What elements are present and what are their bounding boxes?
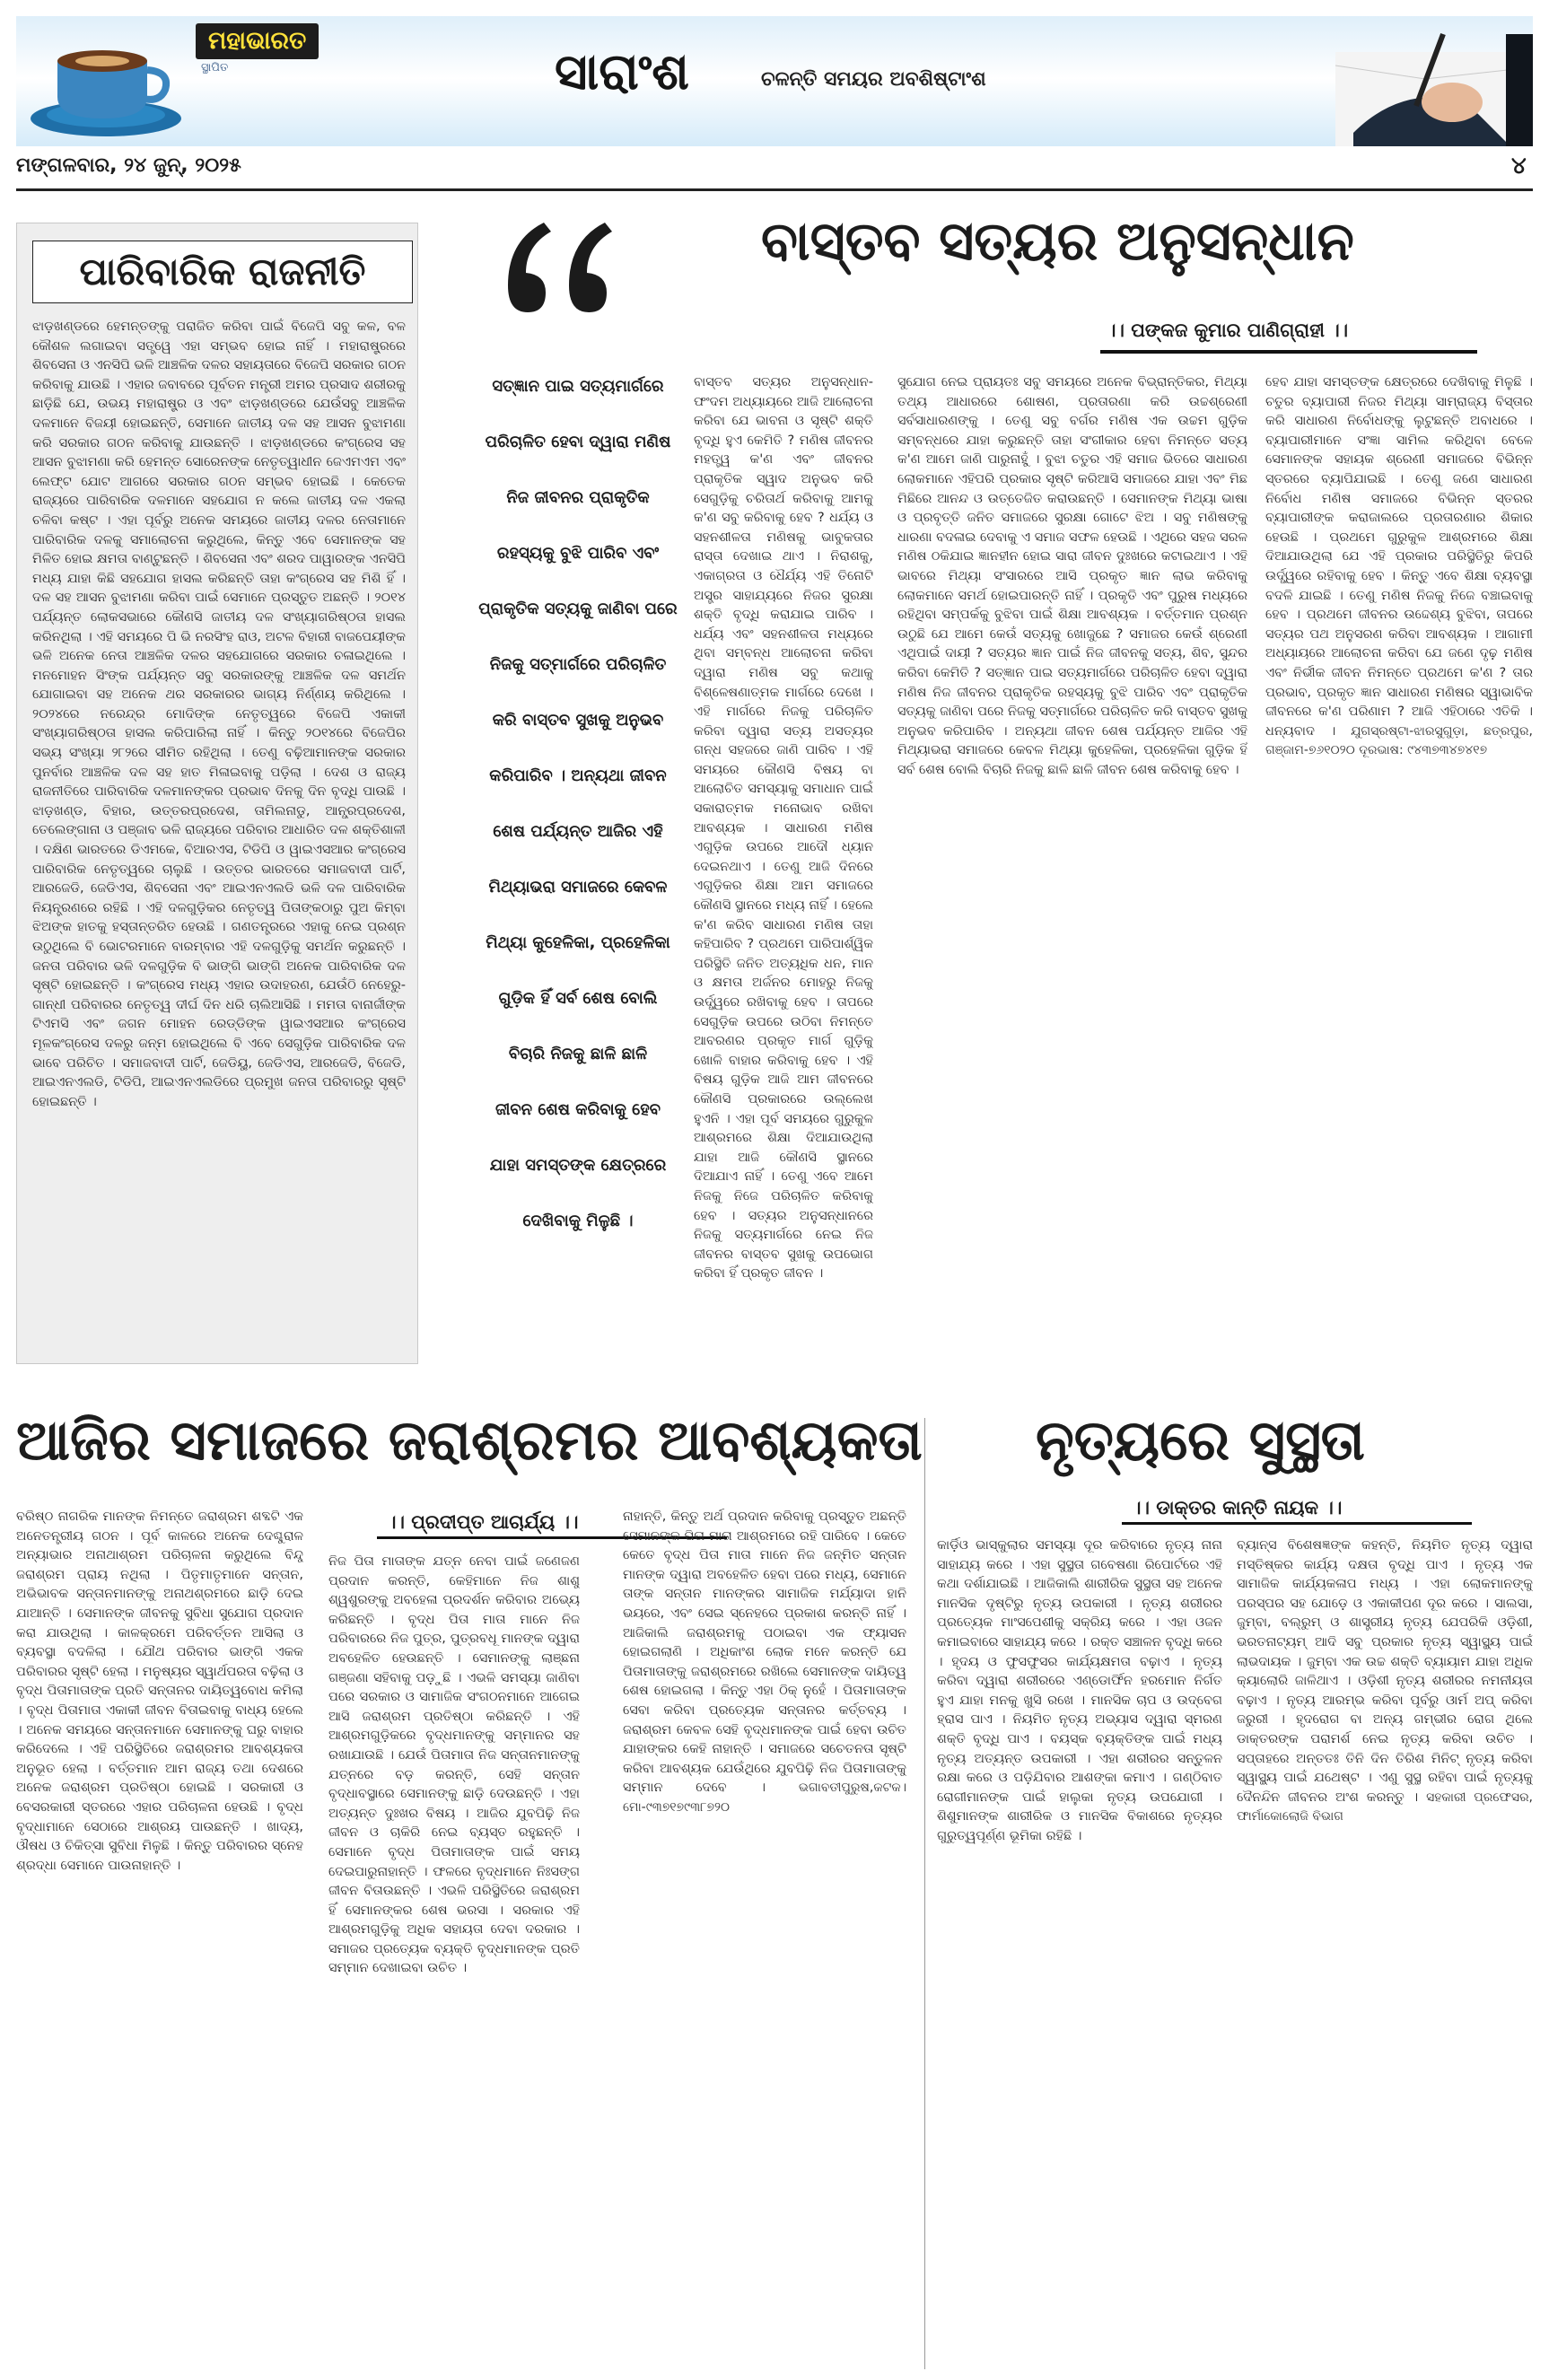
writing-hand-icon [1317, 16, 1533, 146]
pull-quote-line: ନିଜ ଜୀବନର ପ୍ରାକୃତିକ [506, 488, 650, 507]
bottom-left-column-2: ନିଜ ପିତା ମାତାଙ୍କ ଯତ୍ନ ନେବା ପାଇଁ ଜଣେଜଣ ପ୍ରଦାନ କରନ୍ତି, କେହିମାନେ ନିଜ ଶାଶୁ ଶ୍ୱଶୁରଙ୍କୁ ଅବହେଳା ପ୍ରଦର୍ଶନ କରିବାର ଅଭ୍ୟେ କରିଛନ୍ତି । ବୃଦ୍ଧ ପିତା ମାତା ମାନେ ନିଜ ପରିବାରରେ ନିଜ ପୁତ୍ର, ପୁତ୍ରବଧୂ ମାନଙ୍କ ଦ୍ୱାରା ଅବହେଳିତ ହେଉଛନ୍ତି । ସେମାନଙ୍କୁ ଲାଞ୍ଛନା ଗଞ୍ଜଣା ସହିବାକୁ ପଡ଼ୁଛି । ଏଭଳି ସମସ୍ୟା ଜାଣିବା ପରେ ସରକାର ଓ ସାମାଜିକ ସଂଗଠନମାନେ ଆଗେଇ ଆସି ଜରାଶ୍ରମ ପ୍ରତିଷ୍ଠା କରିଛନ୍ତି । ଏହି ଆଶ୍ରମଗୁଡ଼ିକରେ ବୃଦ୍ଧମାନଙ୍କୁ ସମ୍ମାନର ସହ ରଖାଯାଉଛି । ଯେଉଁ ପିତାମାତା ନିଜ ସନ୍ତାନମାନଙ୍କୁ ଯତ୍ନରେ ବଡ଼ କରନ୍ତି, ସେହି ସନ୍ତାନ ବୃଦ୍ଧାବସ୍ଥାରେ ସେମାନଙ୍କୁ ଛାଡ଼ି ଦେଉଛନ୍ତି । ଏହା ଅତ୍ୟନ୍ତ ଦୁଃଖର ବିଷୟ । ଆଜିର ଯୁବପିଢ଼ି ନିଜ ଜୀବନ ଓ ଚାକିରି ନେଇ ବ୍ୟସ୍ତ ରହୁଛନ୍ତି । ସେମାନେ ବୃଦ୍ଧ ପିତାମାତାଙ୍କ ପାଇଁ ସମୟ ଦେଇପାରୁନାହାନ୍ତି । ଫଳରେ ବୃଦ୍ଧମାନେ ନିଃସଙ୍ଗ ଜୀବନ ବିତାଉଛନ୍ତି । ଏଭଳି ପରିସ୍ଥିତିରେ ଜରାଶ୍ରମ ହିଁ ସେମାନଙ୍କର ଶେଷ ଭରସା । ସରକାର ଏହି ଆଶ୍ରମଗୁଡ଼ିକୁ ଅଧିକ ସହାୟତା ଦେବା ଦରକାର । ସମାଜର ପ୍ରତ୍ୟେକ ବ୍ୟକ୍ତି ବୃଦ୍ଧମାନଙ୍କ ପ୍ରତି ସମ୍ମାନ ଦେଖାଇବା ଉଚିତ । [328, 1554, 580, 1976]
pull-quote-line: ସତ୍‌ଜ୍ଞାନ ପାଇ ସତ୍ୟମାର୍ଗରେ [492, 377, 664, 396]
bottom-right-column-1: କାର୍ଡ଼ିଓ ଭାସ୍କୁଲାର ସମସ୍ୟା ଦୂର କରିବାରେ ନୃତ୍ୟ ନାନା ସାହାଯ୍ୟ କରେ । ଏହା ସୁସ୍ଥତା ଗବେଷଣା ରିପୋର୍ଟରେ ଏହି କଥା ଦର୍ଶାଯାଇଛି । ଆଜିକାଲି ଶାରୀରିକ ସୁସ୍ଥତା ସହ ଅନେକ ମାନସିକ ଦୃଷ୍ଟିରୁ ନୃତ୍ୟ ଉପକାରୀ । ନୃତ୍ୟ ଶରୀରର ପ୍ରତ୍ୟେକ ମାଂସପେଶୀକୁ ସକ୍ରିୟ କରେ । ଏହା ଓଜନ କମାଇବାରେ ସାହାଯ୍ୟ କରେ । ରକ୍ତ ସଞ୍ଚାଳନ ବୃଦ୍ଧି କରେ । ହୃଦୟ ଓ ଫୁସଫୁସର କାର୍ଯ୍ୟକ୍ଷମତା ବଢ଼ାଏ । ନୃତ୍ୟ କରିବା ଦ୍ୱାରା ଶରୀରରେ ଏଣ୍ଡୋର୍ଫିନ ହରମୋନ ନିର୍ଗତ ହୁଏ ଯାହା ମନକୁ ଖୁସି ରଖେ । ମାନସିକ ଚାପ ଓ ଉଦ୍‌ବେଗ ହ୍ରାସ ପାଏ । ନିୟମିତ ନୃତ୍ୟ ଅଭ୍ୟାସ ଦ୍ୱାରା ସ୍ମରଣ ଶକ୍ତି ବୃଦ୍ଧି ପାଏ । ବୟସ୍କ ବ୍ୟକ୍ତିଙ୍କ ପାଇଁ ମଧ୍ୟ ନୃତ୍ୟ ଅତ୍ୟନ୍ତ ଉପକାରୀ । ଏହା ଶରୀରର ସନ୍ତୁଳନ ରକ୍ଷା କରେ ଓ ପଡ଼ିଯିବାର ଆଶଙ୍କା କମାଏ । ଗଣ୍ଠିବାତ ରୋଗୀମାନଙ୍କ ପାଇଁ ହାଲୁକା ନୃତ୍ୟ ଉପଯୋଗୀ । ଶିଶୁମାନଙ୍କ ଶାରୀରିକ ଓ ମାନସିକ ବିକାଶରେ ନୃତ୍ୟର ଗୁରୁତ୍ୱପୂର୍ଣ୍ଣ ଭୂମିକା ରହିଛି । [937, 1538, 1222, 1843]
main-article-column-3-text: ହେବ ଯାହା ସମସ୍ତଙ୍କ କ୍ଷେତ୍ରରେ ଦେଖିବାକୁ ମିଳୁଛି । ଚତୁର ବ୍ୟାପାରୀ ନିଜର ମିଥ୍ୟା ସାମ୍ରାଜ୍ୟ ବିସ୍ତାର କରି ସାଧାରଣ ନିର୍ବୋଧଙ୍କୁ ଲୁଟୁଛନ୍ତି ଅବାଧରେ । ବ୍ୟାପାରୀମାନେ ସଂଜ୍ଞା ସାମିଲ କରିଥିବା ବେଳେ ସେମାନଙ୍କ ସହାୟକ ଶ୍ରେଣୀ ସମାଜରେ ବିଭିନ୍ନ ସ୍ତରରେ ବ୍ୟାପିଯାଇଛି । ତେଣୁ ଜଣେ ସାଧାରଣ ନିର୍ବୋଧ ମଣିଷ ସମାଜରେ ବିଭିନ୍ନ ସ୍ତରର ବ୍ୟାପାରୀଙ୍କ କରାଜାଲରେ ପ୍ରତାରଣାର ଶିକାର ହେଉଛି । ପ୍ରଥମେ ଗୁରୁକୁଳ ଆଶ୍ରମରେ ଶିକ୍ଷା ଦିଆଯାଉଥିଲା ଯେ ଏହି ପ୍ରକାର ପରିସ୍ଥିତିରୁ କିପରି ଉର୍ଦ୍ଧ୍ୱରେ ରହିବାକୁ ହେବ । କିନ୍ତୁ ଏବେ ଶିକ୍ଷା ବ୍ୟବସ୍ଥା ବଦଳି ଯାଇଛି । ତେଣୁ ମଣିଷ ନିଜକୁ ନିଜେ ବଞ୍ଚାଇବାକୁ ହେବ । ପ୍ରଥମେ ଜୀବନର ଉଦ୍ଦେଶ୍ୟ ବୁଝିବା, ତାପରେ ସତ୍ୟର ପଥ ଅନୁସରଣ କରିବା ଆବଶ୍ୟକ । ଆଗାମୀ ଅଧ୍ୟାୟରେ ଆଲୋଚନା କରିବା ଯେ ଜଣେ ଦୃଢ଼ ମଣିଷ ଏବଂ ନିର୍ଭୀକ ଜୀବନ ନିମନ୍ତେ ପ୍ରଥମେ କ'ଣ ? ତାର ପ୍ରଭାବ, ପ୍ରକୃତ ଜ୍ଞାନ ସାଧାରଣ ମଣିଷର ସ୍ୱାଭାବିକ ଜୀବନରେ କ'ଣ ପରିଣାମ ? ଆଜି ଏହିଠାରେ ଏତିକି । ଧନ୍ୟବାଦ । [1265, 375, 1533, 739]
bottom-right-byline: ।। ଡାକ୍ତର କାନ୍ତି ନାୟକ ।। [1133, 1497, 1343, 1518]
pull-quote-line: ରହସ୍ୟକୁ ବୁଝି ପାରିବ ଏବଂ [496, 544, 660, 563]
quote-mark-icon [490, 205, 625, 330]
pull-quote-line: ଗୁଡ଼ିକ ହିଁ ସର୍ବ ଶେଷ ବୋଲି [498, 989, 658, 1008]
bottom-right-article-title: ନୃତ୍ୟରେ ସୁସ୍ଥତା [1036, 1407, 1365, 1473]
left-article-body: ଝାଡ଼ଖଣ୍ଡରେ ହେମନ୍ତଙ୍କୁ ପରାଜିତ କରିବା ପାଇଁ ବିଜେପି ସବୁ କଳ, ବଳ କୌଶଳ ଲଗାଇବା ସତ୍ତ୍ୱେ ଏହା ସମ୍ଭବ ହୋଇ ନାହିଁ । ମହାରାଷ୍ଟ୍ରରେ ଶିବସେନା ଓ ଏନସିପି ଭଳି ଆଞ୍ଚଳିକ ଦଳର ସହାୟତାରେ ବିଜେପି ସରକାର ଗଠନ କରିବାକୁ ଯାଉଛି । ଏହାର ଜବାବରେ ପୂର୍ବତନ ମନ୍ତ୍ରୀ ଅମର ପ୍ରସାଦ ଶରୀରକୁ ଛାଡ଼ିଛି ଯେ, ଉଭୟ ମହାରାଷ୍ଟ୍ର ଓ ଏବଂ ଝାଡ଼ଖଣ୍ଡରେ ଯେଉଁସବୁ ଆଞ୍ଚଳିକ ଦଳମାନେ ବିଜୟୀ ହୋଇଛନ୍ତି, ସେମାନେ ଜାତୀୟ ଦଳ ସହ ଆସନ ବୁଝାମଣା କରି ସରକାର ଗଠନ କରିବାକୁ ଯାଉଛନ୍ତି । ଝାଡ଼ଖଣ୍ଡରେ କଂଗ୍ରେସ ସହ ଆସନ ବୁଝାମଣା କରି ହେମନ୍ତ ସୋରେନଙ୍କ ନେତୃତ୍ୱାଧୀନ ଜେଏମଏମ ଏବଂ ଲେଫ୍ଟ ଯୋଟ ଆଗରେ ସରକାର ଗଠନ ସମ୍ଭବ ହୋଇଛି । କେତେକ ରାଜ୍ୟରେ ପାରିବାରିକ ଦଳମାନେ ସହଯୋଗ ନ କଲେ ଜାତୀୟ ଦଳ ଏକଲା ଚଳିବା କଷ୍ଟ । ଏହା ପୂର୍ବରୁ ଅନେକ ସମୟରେ ଜାତୀୟ ଦଳର ନେତାମାନେ ପାରିବାରିକ ଦଳକୁ ସମାଲୋଚନା କରୁଥିଲେ, କିନ୍ତୁ ଏବେ ସେମାନଙ୍କ ସହ ମିଳିତ ହୋଇ କ୍ଷମତା ବାଣ୍ଟୁଛନ୍ତି । ଶିବସେନା ଏବଂ ଶରଦ ପାୱାରଙ୍କ ଏନସିପି ମଧ୍ୟ ଯାହା କିଛି ସହଯୋଗ ହାସଲ କରିଛନ୍ତି ତାହା କଂଗ୍ରେସ ସହ ମିଶି ହିଁ । ଦଳ ସହ ଆସନ ବୁଝାମଣା କରିବା ପାଇଁ ସେମାନେ ପ୍ରସ୍ତୁତ ଅଛନ୍ତି । ୨୦୧୪ ପର୍ଯ୍ୟନ୍ତ ଲୋକସଭାରେ କୌଣସି ଜାତୀୟ ଦଳ ସଂଖ୍ୟାଗରିଷ୍ଠତା ହାସଲ କରିନଥିଲା । ଏହି ସମୟରେ ପି ଭି ନରସିଂହ ରାଓ, ଅଟଳ ବିହାରୀ ବାଜପେୟୀଙ୍କ ଭଳି ଅନେକ ନେତା ଆଞ୍ଚଳିକ ଦଳର ସହଯୋଗରେ ସରକାର ଚଳାଇଥିଲେ । ମନମୋହନ ସିଂଙ୍କ ପର୍ଯ୍ୟନ୍ତ ସବୁ ସରକାରଙ୍କୁ ଆଞ୍ଚଳିକ ଦଳ ସମର୍ଥନ ଯୋଗାଇବା ସହ ଅନେକ ଥର ସରକାରର ଭାଗ୍ୟ ନିର୍ଣ୍ଣୟ କରିଥିଲେ । ୨୦୨୪ରେ ନରେନ୍ଦ୍ର ମୋଦିଙ୍କ ନେତୃତ୍ୱରେ ବିଜେପି ଏକାକୀ ସଂଖ୍ୟାଗରିଷ୍ଠତା ହାସଲ କରିପାରିଲା ନାହିଁ । କିନ୍ତୁ ୨୦୧୪ରେ ବିଜେପିର ସଭ୍ୟ ସଂଖ୍ୟା ୨୮୨ରେ ସୀମିତ ରହିଥିଲା । ତେଣୁ ବଢ଼ିଆମାନଙ୍କ ସରକାର ପୁନର୍ବାର ଆଞ୍ଚଳିକ ଦଳ ସହ ହାତ ମିଳାଇବାକୁ ପଡ଼ିଲା । ଦେଶ ଓ ରାଜ୍ୟ ରାଜନୀତିରେ ପାରିବାରିକ ଦଳମାନଙ୍କର ପ୍ରଭାବ ଦିନକୁ ଦିନ ବୃଦ୍ଧି ପାଉଛି । ଝାଡ଼ଖଣ୍ଡ, ବିହାର, ଉତ୍ତରପ୍ରଦେଶ, ତାମିଲନାଡୁ, ଆନ୍ଧ୍ରପ୍ରଦେଶ, ତେଲେଙ୍ଗାନା ଓ ପଞ୍ଜାବ ଭଳି ରାଜ୍ୟରେ ପରିବାର ଆଧାରିତ ଦଳ ଶକ୍ତିଶାଳୀ । ଦକ୍ଷିଣ ଭାରତରେ ଡିଏମକେ, ବିଆରଏସ, ଟିଡିପି ଓ ୱାଇଏସଆର କଂଗ୍ରେସ ପାରିବାରିକ ନେତୃତ୍ୱରେ ଚାଲୁଛି । ଉତ୍ତର ଭାରତରେ ସମାଜବାଦୀ ପାର୍ଟି, ଆରଜେଡି, ଜେଡିଏସ, ଶିବସେନା ଏବଂ ଆଇଏନଏଲଡି ଭଳି ଦଳ ପାରିବାରିକ ନିୟନ୍ତ୍ରଣରେ ରହିଛି । ଏହି ଦଳଗୁଡ଼ିକର ନେତୃତ୍ୱ ପିତାଙ୍କଠାରୁ ପୁଅ କିମ୍ବା ଝିଅଙ୍କ ହାତକୁ ହସ୍ତାନ୍ତରିତ ହେଉଛି । ଗଣତନ୍ତ୍ରରେ ଏହାକୁ ନେଇ ପ୍ରଶ୍ନ ଉଠୁଥିଲେ ବି ଭୋଟରମାନେ ବାରମ୍ବାର ଏହି ଦଳଗୁଡ଼ିକୁ ସମର୍ଥନ କରୁଛନ୍ତି । ଜନତା ପରିବାର ଭଳି ଦଳଗୁଡ଼ିକ ବି ଭାଙ୍ଗି ଭାଙ୍ଗି ଅନେକ ପାରିବାରିକ ଦଳ ସୃଷ୍ଟି ହୋଇଛନ୍ତି । କଂଗ୍ରେସ ମଧ୍ୟ ଏହାର ଉଦାହରଣ, ଯେଉଁଠି ନେହେରୁ-ଗାନ୍ଧୀ ପରିବାରର ନେତୃତ୍ୱ ଦୀର୍ଘ ଦିନ ଧରି ଚାଲିଆସିଛି । ମମତା ବାନାର୍ଜୀଙ୍କ ଟିଏମସି ଏବଂ ଜଗନ ମୋହନ ରେଡ୍ଡିଙ୍କ ୱାଇଏସଆର କଂଗ୍ରେସ ମୂଳକଂଗ୍ରେସ ଦଳରୁ ଜନ୍ମ ହୋଇଥିଲେ ବି ଏବେ ସେଗୁଡ଼ିକ ପାରିବାରିକ ଦଳ ଭାବେ ପରିଚିତ । ସମାଜବାଦୀ ପାର୍ଟି, ଜେଡିୟୁ, ଜେଡିଏସ, ଆରଜେଡି, ବିଜେଡି, ଆଇଏନଏଲଡି, ଟିଡିପି, ଆଇଏନଏଲଡିରେ ପ୍ରମୁଖ ଜନତା ପରିବାରରୁ ସୃଷ୍ଟି ହୋଇଛନ୍ତି । [32, 319, 406, 1109]
bottom-right-column-2-text: ବ୍ୟାନ୍ସ ବିଶେଷଜ୍ଞଙ୍କ କହନ୍ତି, ନିୟମିତ ନୃତ୍ୟ ଦ୍ୱାରା ମସ୍ତିଷ୍କର କାର୍ଯ୍ୟ ଦକ୍ଷତା ବୃଦ୍ଧି ପାଏ । ନୃତ୍ୟ ଏକ ସାମାଜିକ କାର୍ଯ୍ୟକଳାପ ମଧ୍ୟ । ଏହା ଲୋକମାନଙ୍କୁ ପରସ୍ପର ସହ ଯୋଡ଼େ ଓ ଏକାକୀପଣ ଦୂର କରେ । ସାଲସା, ଜୁମ୍ବା, ବଲ୍‌ରୁମ୍ ଓ ଶାସ୍ତ୍ରୀୟ ନୃତ୍ୟ ଯେପରିକି ଓଡ଼ିଶୀ, ଭରତନାଟ୍ୟମ୍ ଆଦି ସବୁ ପ୍ରକାର ନୃତ୍ୟ ସ୍ୱାସ୍ଥ୍ୟ ପାଇଁ ଲାଭଦାୟକ । ଜୁମ୍ବା ଏକ ଉଚ୍ଚ ଶକ୍ତି ବ୍ୟାୟାମ ଯାହା ଅଧିକ କ୍ୟାଲୋରି ଜାଳିଥାଏ । ଓଡ଼ିଶୀ ନୃତ୍ୟ ଶରୀରର ନମନୀୟତା ବଢ଼ାଏ । ନୃତ୍ୟ ଆରମ୍ଭ କରିବା ପୂର୍ବରୁ ଓାର୍ମ ଅପ୍ କରିବା ଜରୁରୀ । ହୃଦରୋଗ ବା ଅନ୍ୟ ଗମ୍ଭୀର ରୋଗ ଥିଲେ ଡାକ୍ତରଙ୍କ ପରାମର୍ଶ ନେଇ ନୃତ୍ୟ କରିବା ଉଚିତ । ସପ୍ତାହରେ ଅନ୍ତତଃ ତିନି ଦିନ ତିରିଶ ମିନିଟ୍ ନୃତ୍ୟ କରିବା ସ୍ୱାସ୍ଥ୍ୟ ପାଇଁ ଯଥେଷ୍ଟ । ଏଣୁ ସୁସ୍ଥ ରହିବା ପାଇଁ ନୃତ୍ୟକୁ ଦୈନନ୍ଦିନ ଜୀବନର ଅଂଶ କରନ୍ତୁ । [1237, 1538, 1533, 1805]
bottom-right-column-2 [1237, 1536, 1533, 2371]
pull-quote-line: ବିଚାରି ନିଜକୁ ଛାଳି ଛାଳି [508, 1045, 648, 1063]
main-article-signature: ଯୁଗସ୍ରଷ୍ଟା-ଝାରସୁଗୁଡ଼ା, ଛତ୍ରପୁର, ଗଞ୍ଜାମ-୭୬୧୦୨୦ ଦୂରଭାଷ: ୯୪୩୭୩୪୭୪୧୭ [1265, 723, 1533, 758]
bottom-left-column-3-text: ନାହାନ୍ତି, କିନ୍ତୁ ଅର୍ଥ ପ୍ରଦାନ କରିବାକୁ ପ୍ରସ୍ତୁତ ଅଛନ୍ତି ସେମାନଙ୍କ ପିତା ମାତା ଆଶ୍ରମରେ ରହି ପାରିବେ । କେତେ କେତେ ବୃଦ୍ଧ ପିତା ମାତା ମାନେ ନିଜ ଜନ୍ମିତ ସନ୍ତାନ ମାନଙ୍କ ଦ୍ୱାରା ଅବହେଳିତ ହେବା ପରେ ମଧ୍ୟ, ସେମାନେ ତାଙ୍କ ସନ୍ତାନ ମାନଙ୍କର ସାମାଜିକ ମର୍ଯ୍ୟାଦା ହାନି ଭୟରେ, ଏବଂ ସେଇ ସ୍ନେହରେ ପ୍ରକାଶ କରନ୍ତି ନାହିଁ । ଆଜିକାଲି ଜରାଶ୍ରମକୁ ପଠାଇବା ଏକ ଫ୍ୟାସନ ହୋଇଗଲାଣି । ଅଧିକାଂଶ ଲୋକ ମନେ କରନ୍ତି ଯେ ପିତାମାତାଙ୍କୁ ଜରାଶ୍ରମରେ ରଖିଲେ ସେମାନଙ୍କ ଦାୟିତ୍ୱ ଶେଷ ହୋଇଗଲା । କିନ୍ତୁ ଏହା ଠିକ୍ ନୁହେଁ । ପିତାମାତାଙ୍କ ସେବା କରିବା ପ୍ରତ୍ୟେକ ସନ୍ତାନର କର୍ତ୍ତବ୍ୟ । ଜରାଶ୍ରମ କେବଳ ସେହି ବୃଦ୍ଧମାନଙ୍କ ପାଇଁ ହେବା ଉଚିତ ଯାହାଙ୍କର କେହି ନାହାନ୍ତି । ସମାଜରେ ସଚେତନତା ସୃଷ୍ଟି କରିବା ଆବଶ୍ୟକ ଯେଉଁଥିରେ ଯୁବପିଢ଼ି ନିଜ ପିତାମାତାଙ୍କୁ ସମ୍ମାନ ଦେବେ । [623, 1509, 906, 1796]
bottom-left-signature: ଭଗାବତୀପୁରୁଷ,କଟକ। ମୋ-୯୩୭୧୭୯୩୮୭୨୦ [623, 1781, 906, 1815]
bottom-left-article-title: ଆଜିର ସମାଜରେ ଜରାଶ୍ରମର ଆବଶ୍ୟକତା [16, 1407, 923, 1473]
pull-quote-line: କରିପାରିବ । ଅନ୍ୟଥା ଜୀବନ [489, 766, 667, 785]
publication-date: ମଙ୍ଗଳବାର, ୨୪ ଜୁନ୍, ୨୦୨୫ [16, 154, 241, 177]
pull-quote-line: କରି ବାସ୍ତବ ସୁଖକୁ ଅନୁଭବ [492, 711, 664, 730]
page-number: ୪ [1511, 153, 1527, 179]
left-article-title: ପାରିବାରିକ ରାଜନୀତି [32, 241, 413, 303]
masthead-banner [16, 16, 1533, 146]
main-article-column-3 [1265, 373, 1533, 1355]
pull-quote-line: ମିଥ୍ୟା କୁହେଳିକା, ପ୍ରହେଳିକା [486, 933, 670, 952]
byline-underline [1122, 1522, 1472, 1525]
main-article-title: ବାସ୍ତବ ସତ୍ୟର ଅନୁସନ୍ଧାନ [761, 210, 1354, 273]
pull-quote-line: ଜୀବନ ଶେଷ କରିବାକୁ ହେବ [495, 1100, 661, 1119]
bottom-left-column-3 [623, 1508, 906, 2371]
bottom-left-byline: ।। ପ୍ରଦୀପ୍ତ ଆଚାର୍ଯ୍ୟ ।। [388, 1511, 579, 1533]
pull-quote-line: ଯାହା ସମସ୍ତଙ୍କ କ୍ଷେତ୍ରରେ [489, 1156, 667, 1175]
pull-quote-line: ପରିଚାଳିତ ହେବା ଦ୍ୱାରା ମଣିଷ [485, 433, 671, 451]
pull-quote-line: ଶେଷ ପର୍ଯ୍ୟନ୍ତ ଆଜିର ଏହି [493, 822, 663, 841]
column-divider [924, 1418, 925, 2369]
main-article-byline: ।। ପଙ୍କଜ କୁମାର ପାଣିଗ୍ରାହୀ ।। [1107, 319, 1349, 341]
byline-underline [1100, 350, 1477, 354]
header-divider [16, 188, 1533, 191]
bottom-left-column-1: ବରିଷ୍ଠ ନାଗରିକ ମାନଙ୍କ ନିମନ୍ତେ ଜରାଶ୍ରମ ଶବ୍ଦଟି ଏକ ଅନେତନ୍ତ୍ରୀୟ ଗଠନ । ପୂର୍ବ କାଳରେ ଅନେକ ଦେଶ୍ଚୁରାଳ ଅନ୍ୟାଭାର ଅନାଥାଶ୍ରମ ପରିଚାଳନା କରୁଥିଲେ ବିନ୍ଦୁ ଜରାଶ୍ରମ ପ୍ରାୟ ନଥିଲା । ପିତୃମାତୃମାନେ ସନ୍ତାନ, ଅଭିଭାବକ ସନ୍ତାନମାନଙ୍କୁ ଅନାଥଶ୍ରମରେ ଛାଡ଼ି ଦେଇ ଯାଆନ୍ତି । ସେମାନଙ୍କ ଜୀବନକୁ ସୁବିଧା ସୁଯୋଗ ପ୍ରଦାନ କରା ଯାଉଥିଲା । କାଳକ୍ରମେ ପରିବର୍ତ୍ତନ ଆସିଲା ଓ ବ୍ୟବସ୍ଥା ବଦଳିଲା । ଯୌଥ ପରିବାର ଭାଙ୍ଗି ଏକକ ପରିବାରର ସୃଷ୍ଟି ହେଲା । ମନୁଷ୍ୟର ସ୍ୱାର୍ଥପରତା ବଢ଼ିଲା ଓ ବୃଦ୍ଧ ପିତାମାତାଙ୍କ ପ୍ରତି ସନ୍ତାନର ଦାୟିତ୍ୱବୋଧ କମିଲା । ବୃଦ୍ଧ ପିତାମାତା ଏକାକୀ ଜୀବନ ବିତାଇବାକୁ ବାଧ୍ୟ ହେଲେ । ଅନେକ ସମୟରେ ସନ୍ତାନମାନେ ସେମାନଙ୍କୁ ଘରୁ ବାହାର କରିଦେଲେ । ଏହି ପରିସ୍ଥିତିରେ ଜରାଶ୍ରମର ଆବଶ୍ୟକତା ଅନୁଭୂତ ହେଲା । ବର୍ତ୍ତମାନ ଆମ ରାଜ୍ୟ ତଥା ଦେଶରେ ଅନେକ ଜରାଶ୍ରମ ପ୍ରତିଷ୍ଠା ହୋଇଛି । ସରକାରୀ ଓ ବେସରକାରୀ ସ୍ତରରେ ଏହାର ପରିଚାଳନା ହେଉଛି । ବୃଦ୍ଧ ବୃଦ୍ଧାମାନେ ସେଠାରେ ଆଶ୍ରୟ ପାଉଛନ୍ତି । ଖାଦ୍ୟ, ଔଷଧ ଓ ଚିକିତ୍ସା ସୁବିଧା ମିଳୁଛି । କିନ୍ତୁ ପରିବାରର ସ୍ନେହ ଶ୍ରଦ୍ଧା ସେମାନେ ପାଉନାହାନ୍ତି । [16, 1509, 303, 1873]
section-tagline: ଚଳନ୍ତି ସମୟର ଅବଶିଷ୍ଟାଂଶ [761, 68, 986, 91]
bottom-right-signature: ସହକାରୀ ପ୍ରଫେସର, ଫାର୍ମାକୋଲୋଜି ବିଭାଗ [1237, 1789, 1533, 1824]
brand-tagline: ସ୍ଥାପିତ [201, 61, 229, 74]
coffee-cup-icon [23, 25, 185, 142]
brand-logo: ମହାଭାରତ [196, 23, 319, 59]
main-article-column-2: ସୁଯୋଗ ନେଇ ପ୍ରାୟତଃ ସବୁ ସମୟରେ ଅନେକ ବିଭ୍ରାନ୍ତିକର, ମିଥ୍ୟା ତଥ୍ୟ ଆଧାରରେ ଶୋଷଣ, ପ୍ରତାରଣା କରି ଉଚ୍ଚଶ୍ରେଣୀ ସର୍ବସାଧାରଣଙ୍କୁ । ତେଣୁ ସବୁ ବର୍ଗର ମଣିଷ ଏକ ଉଚ୍ଚମ ଗୁଡ଼ିକ ସମ୍ବନ୍ଧରେ ଯାହା କରୁଛନ୍ତି ତାହା ସଂଗୀକାର ହେବା ନିମନ୍ତେ ସତ୍ୟ କ'ଣ ଆମେ ଜାଣି ପାରୁନାହୁଁ । ବୁଝା ଚତୁର ଏହି ସମାଜ ଭିତରେ ସାଧାରଣ ଲୋକମାନେ ଏହିପରି ପ୍ରକାର ସୃଷ୍ଟି କରିଆସି ସମାଜରେ ଯାହା ଏବଂ ମିଛ ମିଛିରେ ଆନନ୍ଦ ଓ ଉତ୍ତେଜିତ କରାଉଛନ୍ତି । ସେମାନଙ୍କ ମିଥ୍ୟା ଭାଷା ଓ ପ୍ରବୃତ୍ତି ଜନିତ ସମାଜରେ ସୁରକ୍ଷା ଗୋଟେ ଝିଅ । ସବୁ ମଣିଷଙ୍କୁ ଧାରଣା ବଦଳାଇ ଦେବାକୁ ଏ ସମାଜ ସଫଳ ହେଉଛି । ଏଥିରେ ସହଜ ସରଳ ମଣିଷ ଠକିଯାଇ ଜ୍ଞାନହୀନ ହୋଇ ସାରା ଜୀବନ ଦୁଃଖରେ କଟାଇଥାଏ । ଏହି ଭାବରେ ମିଥ୍ୟା ସଂସାରରେ ଆସି ପ୍ରକୃତ ଜ୍ଞାନ ଲାଭ କରିବାକୁ ଲୋକମାନେ ସମର୍ଥ ହୋଇପାରନ୍ତି ନାହିଁ । ପ୍ରକୃତି ଏବଂ ପୁରୁଷ ମଧ୍ୟରେ ରହିଥିବା ସମ୍ପର୍କକୁ ବୁଝିବା ପାଇଁ ଶିକ୍ଷା ଆବଶ୍ୟକ । ବର୍ତ୍ତମାନ ପ୍ରଶ୍ନ ଉଠୁଛି ଯେ ଆମେ କେଉଁ ସତ୍ୟକୁ ଖୋଜୁଛେ ? ସମାଜର କେଉଁ ଶ୍ରେଣୀ ଏଥିପାଇଁ ଦାୟୀ ? ସତ୍ୟର ଜ୍ଞାନ ପାଇଁ ନିଜ ଜୀବନକୁ ସତ୍ୟ, ଶିବ, ସୁନ୍ଦର କରିବା କେମିତି ? ସତ୍‌ଜ୍ଞାନ ପାଇ ସତ୍ୟମାର୍ଗରେ ପରିଚାଳିତ ହେବା ଦ୍ୱାରା ମଣିଷ ନିଜ ଜୀବନର ପ୍ରାକୃତିକ ରହସ୍ୟକୁ ବୁଝି ପାରିବ ଏବଂ ପ୍ରାକୃତିକ ସତ୍ୟକୁ ଜାଣିବା ପରେ ନିଜକୁ ସତ୍‌ମାର୍ଗରେ ପରିଚାଳିତ କରି ବାସ୍ତବ ସୁଖକୁ ଅନୁଭବ କରିପାରିବ । ଅନ୍ୟଥା ଜୀବନ ଶେଷ ପର୍ଯ୍ୟନ୍ତ ଆଜିର ଏହି ମିଥ୍ୟାଭରା ସମାଜରେ କେବଳ ମିଥ୍ୟା କୁହେଳିକା, ପ୍ରହେଳିକା ଗୁଡ଼ିକ ହିଁ ସର୍ବ ଶେଷ ବୋଲି ବିଚାରି ନିଜକୁ ଛାଳି ଛାଳି ଜୀବନ ଶେଷ କରିବାକୁ ହେବ । [897, 375, 1247, 777]
pull-quote-line: ପ୍ରାକୃତିକ ସତ୍ୟକୁ ଜାଣିବା ପରେ [478, 599, 678, 618]
pull-quote-line: ନିଜକୁ ସତ୍‌ମାର୍ଗରେ ପରିଚାଳିତ [489, 655, 667, 674]
pull-quote-line: ଦେଖିବାକୁ ମିଳୁଛି । [522, 1212, 634, 1230]
pull-quote [449, 359, 707, 1249]
main-article-column-1: ବାସ୍ତବ ସତ୍ୟର ଅନୁସନ୍ଧାନ- ଫଂଦମ ଅଧ୍ୟାୟରେ ଆଜି ଆଲୋଚନା କରିବା ଯେ ଭାବନା ଓ ସୃଷ୍ଟି ଶକ୍ତି ବୃଦ୍ଧି ହୁଏ କେମିତି ? ମଣିଷ ଜୀବନର ମହତ୍ତ୍ୱ କ'ଣ ଏବଂ ଜୀବନର ପ୍ରାକୃତିକ ସ୍ୱାଦ ଅନୁଭବ କରି ସେଗୁଡ଼ିକୁ ଚରିତାର୍ଥ କରିବାକୁ ଆମକୁ କ'ଣ ସବୁ କରିବାକୁ ହେବ ? ଧର୍ଯ୍ୟ ଓ ସହନଶୀଳତା ମଣିଷକୁ ଭାବୁକତାର ରାସ୍ତା ଦେଖାଇ ଥାଏ । ନିରାଶକୁ, ଏକାଗ୍ରତା ଓ ଧୈର୍ଯ୍ୟ ଏହି ତିନୋଟି ଅସ୍ତ୍ର ସାହାଯ୍ୟରେ ନିଜର ସୁରକ୍ଷା ଶକ୍ତି ବୃଦ୍ଧି କରାଯାଇ ପାରିବ । ଧର୍ଯ୍ୟ ଏବଂ ସହନଶୀଳତା ମଧ୍ୟରେ ଥିବା ସମ୍ବନ୍ଧ ଆଲୋଚନା କରିବା ଦ୍ୱାରା ମଣିଷ ସବୁ କଥାକୁ ବିଶ୍ଳେଷଣାତ୍ମକ ମାର୍ଗରେ ଦେଖେ । ଏହି ମାର୍ଗରେ ନିଜକୁ ପରିଚାଳିତ କରିବା ଦ୍ୱାରା ସତ୍ୟ ଅସତ୍ୟର ଗନ୍ଧ ସହଜରେ ଜାଣି ପାରିବ । ଏହି ସମୟରେ କୌଣସି ବିଷୟ ବା ଆଲୋଚିତ ସମସ୍ୟାକୁ ସମାଧାନ ପାଇଁ ସକାରାତ୍ମକ ମନୋଭାବ ରଖିବା ଆବଶ୍ୟକ । ସାଧାରଣ ମଣିଷ ଏଗୁଡ଼ିକ ଉପରେ ଆଦୌ ଧ୍ୟାନ ଦେଇନଥାଏ । ତେଣୁ ଆଜି ଦିନରେ ଏଗୁଡ଼ିକର ଶିକ୍ଷା ଆମ ସମାଜରେ କୌଣସି ସ୍ଥାନରେ ମଧ୍ୟ ନାହିଁ । ହେଲେ କ'ଣ କରିବ ସାଧାରଣ ମଣିଷ ତାହା କହିପାରିବ ? ପ୍ରଥମେ ପାରିପାର୍ଶ୍ୱିକ ପରିସ୍ଥିତି ଜନିତ ଅତ୍ୟଧିକ ଧନ, ମାନ ଓ କ୍ଷମତା ଅର୍ଜନର ମୋହରୁ ନିଜକୁ ଉର୍ଦ୍ଧ୍ୱରେ ରଖିବାକୁ ହେବ । ତାପରେ ସେଗୁଡ଼ିକ ଉପରେ ଉଠିବା ନିମନ୍ତେ ଆବରଣର ପ୍ରକୃତ ମାର୍ଗ ଗୁଡ଼ିକୁ ଖୋଳି ବାହାର କରିବାକୁ ହେବ । ଏହି ବିଷୟ ଗୁଡ଼ିକ ଆଜି ଆମ ଜୀବନରେ କୌଣସି ପ୍ରକାରରେ ଉଲ୍ଲେଖ ହୁଏନି । ଏହା ପୂର୍ବ ସମୟରେ ଗୁରୁକୁଳ ଆଶ୍ରମରେ ଶିକ୍ଷା ଦିଆଯାଉଥିଲା ଯାହା ଆଜି କୌଣସି ସ୍ଥାନରେ ଦିଆଯାଏ ନାହିଁ । ତେଣୁ ଏବେ ଆମେ ନିଜକୁ ନିଜେ ପରିଚାଳିତ କରିବାକୁ ହେବ । ସତ୍ୟର ଅନୁସନ୍ଧାନରେ ନିଜକୁ ସତ୍ୟମାର୍ଗରେ ନେଇ ନିଜ ଜୀବନର ବାସ୍ତବ ସୁଖକୁ ଉପଭୋଗ କରିବା ହିଁ ପ୍ରକୃତ ଜୀବନ । [694, 375, 873, 1282]
pull-quote-line: ମିଥ୍ୟାଭରା ସମାଜରେ କେବଳ [488, 878, 668, 897]
section-title: ସାରାଂଶ [555, 43, 689, 101]
